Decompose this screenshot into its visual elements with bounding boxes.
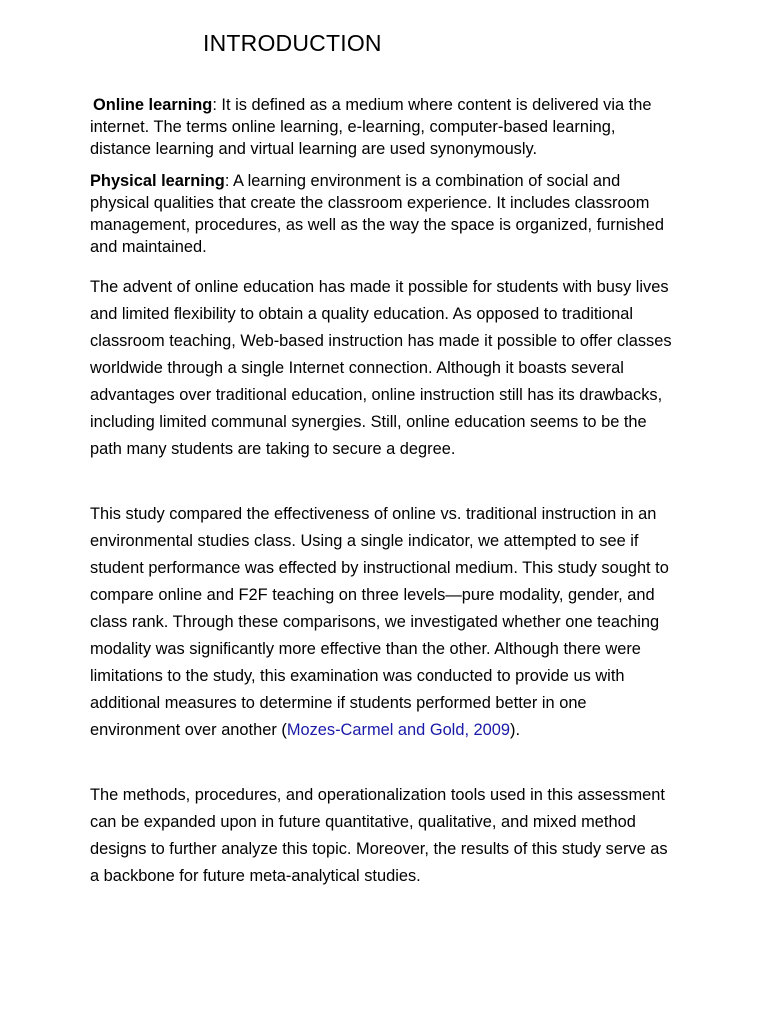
definition-text-physical: : A learning environment is a combination of social and physical qualities that create the classroom experience. It includes classroom management, procedures, as well as the way the space is organized, furnished and maintained. bbox=[90, 172, 664, 256]
citation-close-paren: ). bbox=[510, 721, 521, 739]
page-title: INTRODUCTION bbox=[203, 30, 382, 56]
definition-physical-learning bbox=[90, 170, 670, 258]
definition-term-physical: Physical learning bbox=[90, 172, 225, 190]
paragraph-study-text: This study compared the effectiveness of online vs. traditional instruction in an environmental studies class. Using a single indicator, we attempted to see if student performance was effected by instructional medium. This study sought to compare online and F2F teaching on three levels—pure modality, gender, and class rank. Through these comparisons, we investigated whether one teaching modality was significantly more effective than the other. Although there were limitations to the study, this examination was conducted to provide us with additional measures to determine if students performed better in one environment over another bbox=[90, 505, 669, 739]
paragraph-online-education: The advent of online education has made it possible for students with busy lives and limited flexibility to obtain a quality education. As opposed to traditional classroom teaching, Web-based instruction has made it possible to offer classes worldwide through a single Internet connection. Although it boasts several advantages over traditional education, online instruction still has its drawbacks, including limited communal synergies. Still, online education seems to be the path many students are taking to secure a degree. bbox=[90, 278, 672, 458]
paragraph-study-comparison bbox=[90, 501, 680, 744]
paragraph-methods: The methods, procedures, and operationalization tools used in this assessment can be expanded upon in future quantitative, qualitative, and mixed method designs to further analyze this topic. Moreover, the results of this study serve as a backbone for future meta-analytical studies. bbox=[90, 786, 668, 885]
definition-term-online: Online learning bbox=[93, 96, 213, 114]
definition-text-online: : It is defined as a medium where content is delivered via the internet. The terms online learning, e-learning, computer-based learning, distance learning and virtual learning are used synonymously. bbox=[90, 96, 652, 158]
definition-online-learning bbox=[90, 94, 670, 160]
citation-link[interactable]: Mozes-Carmel and Gold, 2009 bbox=[286, 721, 511, 739]
citation-open-paren: ( bbox=[281, 721, 287, 739]
